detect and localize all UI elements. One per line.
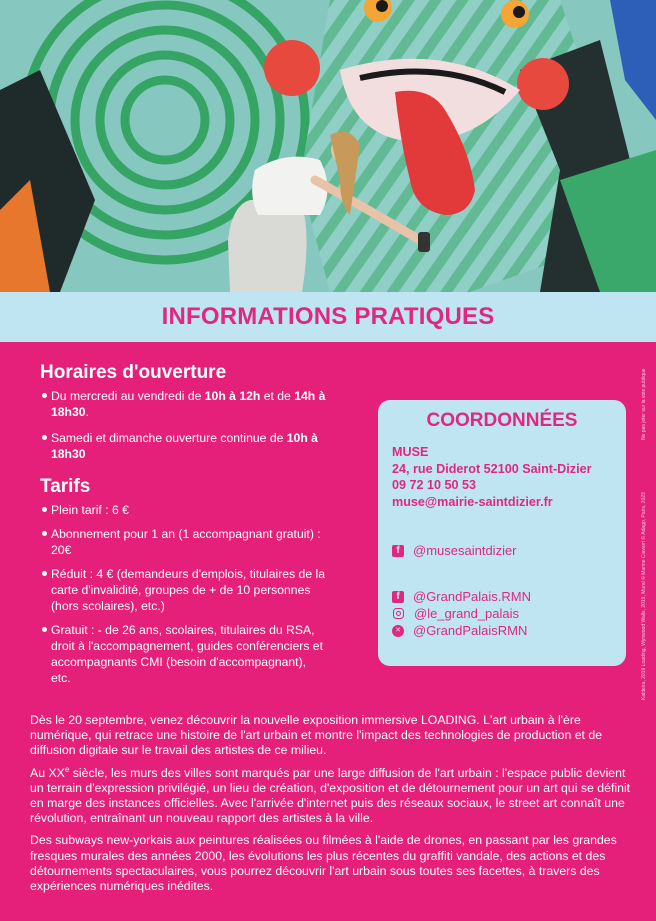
coordonnees-heading: COORDONNÉES xyxy=(426,410,578,431)
grandpalais-social-list xyxy=(392,588,531,639)
horaires-heading: Horaires d'ouverture xyxy=(40,362,227,383)
paragraph: Des subways new-yorkais aux peintures réalisées ou filmées à l'aide de drones, en passant par les grandes fresques murales des années 2000, les évolutions les plus récentes du graffiti vandale, des actions et des détournements spectaculaires, vous pourrez découvrir l'art urbain sous toutes ses facettes, à travers des expériences numériques inédites. xyxy=(30,833,617,894)
tarif-item: Plein tarif : 6 € xyxy=(40,502,340,518)
twitter-icon: ✕ xyxy=(392,625,404,637)
address-block xyxy=(392,444,591,510)
social-row-facebook[interactable] xyxy=(392,588,531,605)
info-column xyxy=(40,362,340,694)
description-text xyxy=(30,713,636,901)
mural-illustration xyxy=(0,0,656,292)
side-note-top: Ne pas jeter sur la voie publique xyxy=(641,368,647,440)
page-title: INFORMATIONS PRATIQUES xyxy=(161,303,495,330)
horaires-item: Samedi et dimanche ouverture continue de 10h à 18h30 xyxy=(40,430,340,462)
facebook-icon: f xyxy=(392,545,404,557)
venue-phone[interactable]: 09 72 10 50 53 xyxy=(392,478,477,492)
social-row-instagram[interactable] xyxy=(392,605,531,622)
muse-social-list xyxy=(392,542,517,559)
social-row-facebook[interactable] xyxy=(392,542,517,559)
venue-name: MUSE xyxy=(392,445,429,459)
social-handle: @musesaintdizier xyxy=(413,543,517,558)
social-handle: @le_grand_palais xyxy=(414,606,519,621)
facebook-icon: f xyxy=(392,591,404,603)
title-band xyxy=(0,292,656,342)
tarif-item: Gratuit : - de 26 ans, scolaires, titulaires du RSA, droit à l'accompagnement, guides conférenciers et accompagnants CMI (besoin d'accompagnant), etc. xyxy=(40,622,326,686)
photo-credits: Kaldeira, 2019 Loading, Wynwood Walls, 2019, Mural © Marine Ciavarri © Adagp, Paris, 2023 xyxy=(641,492,647,700)
tarif-item: Réduit : 4 € (demandeurs d'emplois, titulaires de la carte d'invalidité, groupes de + de 10 personnes (hors scolaires), etc.) xyxy=(40,566,326,614)
paragraph: Dès le 20 septembre, venez découvrir la nouvelle exposition immersive LOADING. L'art urbain à l'ère numérique, qui retrace une histoire de l'art urbain et montre l'impact des technologies de production et de diffusion digitale sur le travail des artistes de ce milieu. xyxy=(30,713,603,758)
horaires-item: Du mercredi au vendredi de 10h à 12h et de 14h à 18h30. xyxy=(40,388,340,420)
instagram-icon xyxy=(393,608,404,619)
coordonnees-card xyxy=(378,400,626,666)
tarif-item: Abonnement pour 1 an (1 accompagnant gratuit) : 20€ xyxy=(40,526,321,558)
tarifs-heading: Tarifs xyxy=(40,476,91,497)
hero-mural-photo xyxy=(0,0,656,292)
paragraph: Au XXe siècle, les murs des villes sont marqués par une large diffusion de l'art urbain : l'espace public devient un terrain d'expression privilégié, un lieu de création, d'exposition et de détournement pour un art qui se définit en marge des instances officielles. Avec l'arrivée d'internet puis des réseaux sociaux, le street art connaît une révolution, entraînant un nouveau rapport des artistes à la ville. xyxy=(30,764,631,826)
social-row-twitter[interactable] xyxy=(392,622,531,639)
social-handle: @GrandPalaisRMN xyxy=(413,623,528,638)
social-handle: @GrandPalais.RMN xyxy=(413,589,531,604)
venue-email[interactable]: muse@mairie-saintdizier.fr xyxy=(392,494,553,509)
venue-address: 24, rue Diderot 52100 Saint-Dizier xyxy=(392,461,592,476)
